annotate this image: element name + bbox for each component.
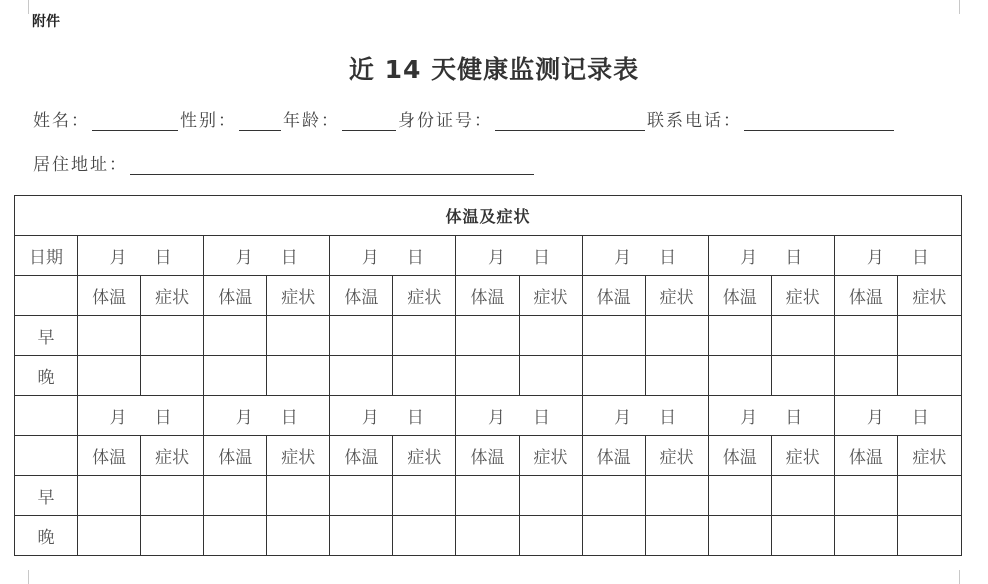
- month-day: [456, 243, 581, 268]
- temp-header: 体温: [78, 436, 141, 476]
- temp-entry-cell[interactable]: [330, 476, 393, 516]
- age-field[interactable]: [342, 112, 396, 131]
- symptom-header: 症状: [393, 276, 456, 316]
- day-label: 日: [533, 408, 550, 428]
- temp-entry-cell[interactable]: [456, 476, 519, 516]
- month-day: [456, 403, 581, 428]
- date-cell[interactable]: [834, 236, 961, 276]
- symptom-entry-cell[interactable]: [393, 316, 456, 356]
- crop-mark-top-left: [14, 0, 29, 14]
- month-label: 月: [740, 408, 758, 428]
- date-cell[interactable]: [78, 236, 204, 276]
- symptom-entry-cell[interactable]: [645, 516, 708, 556]
- symptom-entry-cell[interactable]: [519, 476, 582, 516]
- symptom-entry-cell[interactable]: [897, 476, 961, 516]
- temp-entry-cell[interactable]: [708, 356, 771, 396]
- day-label: 日: [659, 408, 677, 428]
- symptom-entry-cell[interactable]: [267, 516, 330, 556]
- crop-mark-bottom-right: [959, 570, 974, 584]
- evening-label: 晚: [15, 356, 78, 396]
- name-label: 姓名：: [33, 111, 90, 131]
- month-label: 月: [740, 248, 758, 268]
- day-label: 日: [406, 248, 424, 268]
- temp-entry-cell[interactable]: [204, 356, 267, 396]
- symptom-entry-cell[interactable]: [897, 356, 961, 396]
- health-log-table: [14, 195, 962, 556]
- day-label: 日: [280, 248, 298, 268]
- gender-label: 性别：: [180, 111, 237, 131]
- symptom-header: 症状: [897, 436, 961, 476]
- symptom-entry-cell[interactable]: [519, 516, 582, 556]
- symptom-header: 症状: [897, 276, 961, 316]
- date-cell[interactable]: [708, 396, 834, 436]
- crop-mark-top-right: [959, 0, 974, 14]
- temp-header: 体温: [330, 276, 393, 316]
- temp-header: 体温: [834, 436, 897, 476]
- symptom-entry-cell[interactable]: [771, 476, 834, 516]
- date-cell[interactable]: [456, 236, 582, 276]
- temp-entry-cell[interactable]: [834, 316, 897, 356]
- morning-label: 早: [15, 316, 78, 356]
- temp-header: 体温: [582, 276, 645, 316]
- temp-header: 体温: [78, 276, 141, 316]
- symptom-entry-cell[interactable]: [519, 316, 582, 356]
- symptom-entry-cell[interactable]: [393, 476, 456, 516]
- temp-entry-cell[interactable]: [456, 516, 519, 556]
- month-label: 月: [235, 408, 253, 428]
- month-day: [330, 243, 455, 268]
- temp-entry-cell[interactable]: [330, 356, 393, 396]
- symptom-entry-cell[interactable]: [645, 316, 708, 356]
- month-day: [835, 403, 961, 428]
- temp-header: 体温: [456, 276, 519, 316]
- month-label: 月: [361, 408, 379, 428]
- id-label: 身份证号：: [398, 111, 493, 131]
- date-cell[interactable]: [834, 396, 961, 436]
- temp-header: 体温: [708, 436, 771, 476]
- empty-cell: [15, 436, 78, 476]
- month-day: [78, 243, 203, 268]
- temp-header: 体温: [204, 276, 267, 316]
- symptom-entry-cell[interactable]: [771, 316, 834, 356]
- temp-header: 体温: [204, 436, 267, 476]
- temp-entry-cell[interactable]: [456, 316, 519, 356]
- symptom-header: 症状: [771, 436, 834, 476]
- symptom-header: 症状: [771, 276, 834, 316]
- temp-entry-cell[interactable]: [330, 316, 393, 356]
- morning-row: [15, 476, 962, 516]
- name-field[interactable]: [92, 112, 178, 131]
- day-label: 日: [280, 408, 298, 428]
- temp-entry-cell[interactable]: [78, 356, 141, 396]
- month-day: [835, 243, 961, 268]
- day-label: 日: [154, 248, 172, 268]
- temp-entry-cell[interactable]: [204, 316, 267, 356]
- symptom-entry-cell[interactable]: [141, 476, 204, 516]
- temp-entry-cell[interactable]: [708, 316, 771, 356]
- date-cell[interactable]: [78, 396, 204, 436]
- symptom-entry-cell[interactable]: [645, 476, 708, 516]
- month-label: 月: [109, 408, 127, 428]
- gender-field[interactable]: [239, 112, 281, 131]
- day-label: 日: [659, 248, 677, 268]
- symptom-entry-cell[interactable]: [897, 316, 961, 356]
- temp-header: 体温: [456, 436, 519, 476]
- symptom-entry-cell[interactable]: [393, 356, 456, 396]
- empty-cell: [15, 276, 78, 316]
- month-day: [709, 243, 834, 268]
- symptom-entry-cell[interactable]: [771, 356, 834, 396]
- month-label: 月: [235, 248, 253, 268]
- symptom-header: 症状: [519, 276, 582, 316]
- month-day: [204, 243, 329, 268]
- id-number-field[interactable]: [495, 112, 645, 131]
- symptom-entry-cell[interactable]: [141, 356, 204, 396]
- address-field[interactable]: [130, 156, 534, 175]
- month-label: 月: [866, 408, 884, 428]
- date-cell[interactable]: [582, 236, 708, 276]
- temp-entry-cell[interactable]: [582, 316, 645, 356]
- symptom-header: 症状: [267, 276, 330, 316]
- age-label: 年龄：: [283, 111, 340, 131]
- temp-entry-cell[interactable]: [834, 516, 897, 556]
- phone-field[interactable]: [744, 112, 894, 131]
- day-label: 日: [154, 408, 172, 428]
- temp-header: 体温: [582, 436, 645, 476]
- month-label: 月: [614, 248, 632, 268]
- crop-mark-bottom-left: [14, 570, 29, 584]
- date-cell[interactable]: [582, 396, 708, 436]
- date-cell[interactable]: [330, 236, 456, 276]
- temp-entry-cell[interactable]: [456, 356, 519, 396]
- month-day: [583, 243, 708, 268]
- symptom-entry-cell[interactable]: [897, 516, 961, 556]
- month-label: 月: [614, 408, 632, 428]
- date-label-empty: [15, 396, 78, 436]
- month-label: 月: [361, 248, 379, 268]
- month-day: [583, 403, 708, 428]
- temp-entry-cell[interactable]: [78, 476, 141, 516]
- temp-entry-cell[interactable]: [708, 476, 771, 516]
- date-cell[interactable]: [708, 236, 834, 276]
- temp-entry-cell[interactable]: [78, 516, 141, 556]
- morning-label: 早: [15, 476, 78, 516]
- symptom-entry-cell[interactable]: [771, 516, 834, 556]
- day-label: 日: [785, 408, 803, 428]
- symptom-entry-cell[interactable]: [267, 476, 330, 516]
- morning-row: [15, 316, 962, 356]
- symptom-entry-cell[interactable]: [267, 356, 330, 396]
- address-label: 居住地址：: [33, 155, 128, 175]
- symptom-header: 症状: [519, 436, 582, 476]
- personal-info-line: [33, 106, 896, 131]
- symptom-header: 症状: [141, 276, 204, 316]
- evening-row: [15, 516, 962, 556]
- phone-label: 联系电话：: [647, 111, 742, 131]
- temp-entry-cell[interactable]: [834, 356, 897, 396]
- temp-entry-cell[interactable]: [204, 516, 267, 556]
- temp-entry-cell[interactable]: [708, 516, 771, 556]
- month-label: 月: [866, 248, 884, 268]
- month-day: [204, 403, 329, 428]
- day-label: 日: [911, 408, 929, 428]
- month-day: [330, 403, 455, 428]
- temp-entry-cell[interactable]: [78, 316, 141, 356]
- temp-header: 体温: [708, 276, 771, 316]
- temp-entry-cell[interactable]: [582, 356, 645, 396]
- symptom-entry-cell[interactable]: [645, 356, 708, 396]
- date-row: [15, 396, 962, 436]
- symptom-entry-cell[interactable]: [267, 316, 330, 356]
- date-cell[interactable]: [204, 236, 330, 276]
- temp-entry-cell[interactable]: [330, 516, 393, 556]
- temp-entry-cell[interactable]: [582, 516, 645, 556]
- symptom-header: 症状: [393, 436, 456, 476]
- temp-header: 体温: [330, 436, 393, 476]
- temp-header: 体温: [834, 276, 897, 316]
- table-header: 体温及症状: [15, 196, 962, 236]
- day-label: 日: [406, 408, 424, 428]
- evening-label: 晚: [15, 516, 78, 556]
- temp-entry-cell[interactable]: [582, 476, 645, 516]
- symptom-header: 症状: [141, 436, 204, 476]
- symptom-entry-cell[interactable]: [393, 516, 456, 556]
- symptom-header: 症状: [267, 436, 330, 476]
- month-day: [78, 403, 203, 428]
- date-cell[interactable]: [204, 396, 330, 436]
- date-label: 日期: [15, 236, 78, 276]
- evening-row: [15, 356, 962, 396]
- date-cell[interactable]: [330, 396, 456, 436]
- month-label: 月: [109, 248, 127, 268]
- day-label: 日: [911, 248, 929, 268]
- subheader-row: [15, 276, 962, 316]
- symptom-entry-cell[interactable]: [519, 356, 582, 396]
- month-label: 月: [488, 248, 505, 268]
- day-label: 日: [785, 248, 803, 268]
- month-label: 月: [488, 408, 505, 428]
- symptom-entry-cell[interactable]: [141, 516, 204, 556]
- symptom-header: 症状: [645, 276, 708, 316]
- symptom-entry-cell[interactable]: [141, 316, 204, 356]
- day-label: 日: [533, 248, 550, 268]
- temp-entry-cell[interactable]: [834, 476, 897, 516]
- address-line: [33, 150, 536, 175]
- subheader-row: [15, 436, 962, 476]
- attachment-label: 附件: [32, 14, 60, 30]
- month-day: [709, 403, 834, 428]
- page-title: 近 14 天健康监测记录表: [348, 55, 640, 84]
- date-cell[interactable]: [456, 396, 582, 436]
- temp-entry-cell[interactable]: [204, 476, 267, 516]
- date-row: [15, 236, 962, 276]
- symptom-header: 症状: [645, 436, 708, 476]
